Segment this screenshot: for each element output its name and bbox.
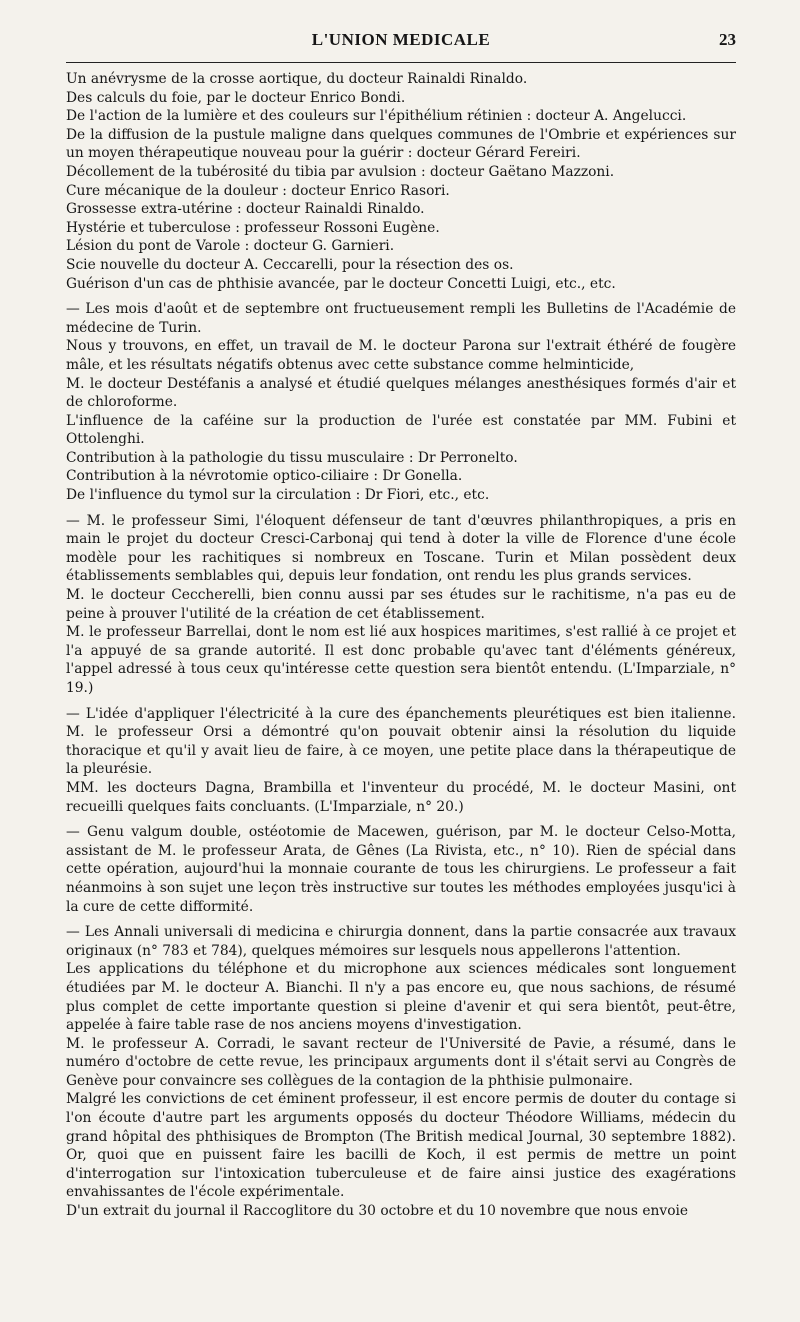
paragraph: Un anévrysme de la crosse aortique, du docteur Rainaldi Rinaldo. [66,71,528,87]
paragraph: Hystérie et tuberculose : professeur Rossoni Eugène. [66,219,440,236]
paragraph: Les applications du téléphone et du microphone aux sciences médicales sont longuement étudiées par M. le docteur A. Bianchi. Il n'y a pas encore eu, que nous sachions, de résumé plus complet de cette importante question si pleine d'avenir et qui sera bientôt, peut-être, appelée à faire table rase de nos anciens moyens d'investigation. [66,961,736,1034]
paragraph: De l'influence du tymol sur la circulation : Dr Fiori, etc., etc. [66,487,490,504]
page-number: 23 [719,30,736,49]
article-body [66,70,736,1221]
paragraph: D'un extrait du journal il Raccoglitore du 30 octobre et du 10 novembre que nous envoie [66,1203,689,1220]
page-header [66,26,736,62]
paragraph: MM. les docteurs Dagna, Brambilla et l'inventeur du procédé, M. le docteur Masini, ont recueilli quelques faits concluants. (L'Imparziale, n° 20.) [66,779,736,815]
paragraph: Grossesse extra-utérine : docteur Rainaldi Rinaldo. [66,201,425,218]
paragraph: Nous y trouvons, en effet, un travail de M. le docteur Parona sur l'extrait éthéré de fougère mâle, et les résultats négatifs obtenus avec cette substance comme helminticide, [66,338,736,373]
paragraph: M. le professeur A. Corradi, le savant recteur de l'Université de Pavie, a résumé, dans le numéro d'octobre de cette revue, les principaux arguments dont il s'était servi au Congrès de Genève pour convaincre ses collègues de la contagion de la phthisie pulmonaire. [66,1035,736,1089]
paragraph: De l'action de la lumière et des couleurs sur l'épithélium rétinien : docteur A. Angelucci. [66,108,687,125]
paragraph: De la diffusion de la pustule maligne dans quelques communes de l'Ombrie et expériences sur un moyen thérapeutique nouveau pour la guérir : docteur Gérard Fereiri. [66,126,736,162]
paragraph: Contribution à la névrotomie optico-ciliaire : Dr Gonella. [66,468,463,485]
paragraph: Guérison d'un cas de phthisie avancée, par le docteur Concetti Luigi, etc., etc. [66,275,616,292]
paragraph: Lésion du pont de Varole : docteur G. Garnieri. [66,238,395,255]
paragraph: Décollement de la tubérosité du tibia par avulsion : docteur Gaëtano Mazzoni. [66,163,615,180]
paragraph: Scie nouvelle du docteur A. Ceccarelli, pour la résection des os. [66,256,514,273]
paragraph: M. le professeur Barrellai, dont le nom est lié aux hospices maritimes, s'est rallié à ce projet et l'a appuyé de sa grande autorité. Il est donc probable qu'avec tant d'éléments généreux, l'appel adressé à tous ceux qu'intéresse cette question sera bientôt entendu. (L'Imparziale, n° 19.) [66,624,736,696]
paragraph: — Les Annali universali di medicina e chirurgia donnent, dans la partie consacrée aux travaux originaux (n° 783 et 784), quelques mémoires sur lesquels nous appellerons l'attention. [66,924,736,959]
paragraph: — M. le professeur Simi, l'éloquent défenseur de tant d'œuvres philanthropiques, a pris en main le projet du docteur Cresci-Carbonaj qui tend à doter la ville de Florence d'une école modèle pour les rachitiques si nombreux en Toscane. Turin et Milan possèdent deux établissements semblables qui, depuis leur fondation, ont rendu les plus grands services. [66,512,736,585]
paragraph: Cure mécanique de la douleur : docteur Enrico Rasori. [66,182,450,199]
paragraph: M. le docteur Ceccherelli, bien connu aussi par ses études sur le rachitisme, n'a pas eu de peine à prouver l'utilité de la création de cet établissement. [66,587,736,622]
paragraph: — Les mois d'août et de septembre ont fructueusement rempli les Bulletins de l'Académie de médecine de Turin. [66,301,736,336]
header-rule [66,62,736,63]
paragraph: L'influence de la caféine sur la production de l'urée est constatée par MM. Fubini et Ottolenghi. [66,412,736,448]
paragraph: M. le docteur Destéfanis a analysé et étudié quelques mélanges anesthésiques formés d'air et de chloroforme. [66,375,736,411]
paragraph: — Genu valgum double, ostéotomie de Macewen, guérison, par M. le docteur Celso-Motta, assistant de M. le professeur Arata, de Gênes (La Rivista, etc., n° 10). Rien de spécial dans cette opération, aujourd'hui la monnaie courante de tous les chirurgiens. Le professeur a fait néanmoins à son sujet une leçon très instructive sur toutes les méthodes employées jusqu'ici à la cure de cette difformité. [66,824,736,915]
running-title: L'UNION MEDICALE [311,30,491,49]
paragraph: Malgré les convictions de cet éminent professeur, il est encore permis de douter du contage si l'on écoute d'autre part les arguments opposés du docteur Théodore Williams, médecin du grand hôpital des phthisiques de Brompton (The British medical Journal, 30 septembre 1882). Or, quoi que en puissent faire les bacilli de Koch, il est permis de mettre un point d'interrogation sur l'intoxication tuberculeuse et de faire ainsi justice des exagérations envahissantes de l'école expérimentale. [66,1091,736,1201]
paragraph: Contribution à la pathologie du tissu musculaire : Dr Perronelto. [66,449,518,466]
paragraph: — L'idée d'appliquer l'électricité à la cure des épanchements pleurétiques est bien italienne. M. le professeur Orsi a démontré qu'on pouvait obtenir ainsi la résolution du liquide thoracique et qu'il y avait lieu de faire, à ce moyen, une petite place dans la thérapeutique de la pleurésie. [66,705,736,778]
paragraph: Des calculs du foie, par le docteur Enrico Bondi. [66,89,406,106]
